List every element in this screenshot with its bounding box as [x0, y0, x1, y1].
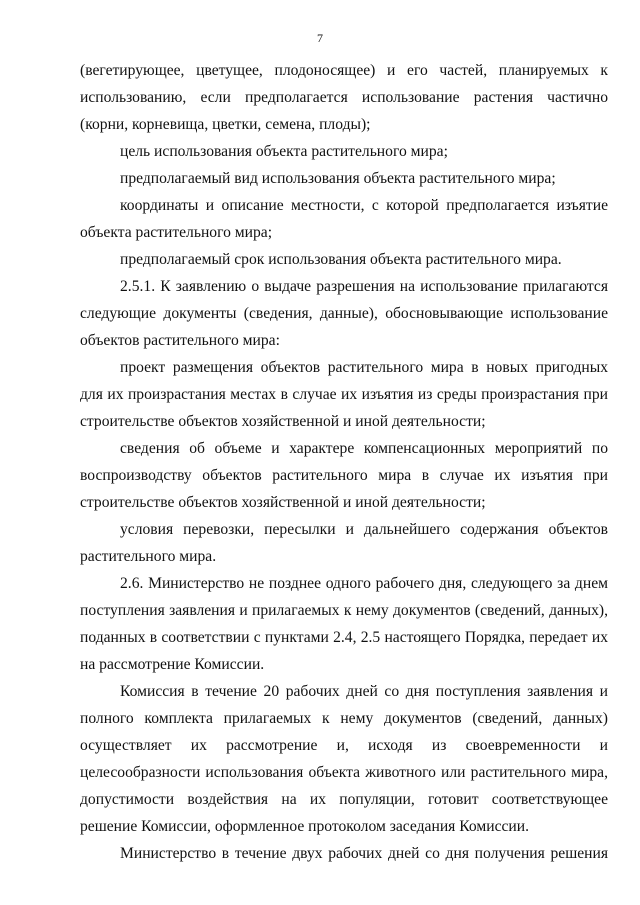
- paragraph: условия перевозки, пересылки и дальнейшего содержания объектов растительного мира.: [80, 521, 608, 565]
- paragraph: проект размещения объектов растительного мира в новых пригодных для их произрастания местах в случае их изъятия из среды произрастания при строительстве объектов хозяйственной и иной деятельности;: [80, 359, 608, 430]
- paragraph: предполагаемый срок использования объекта растительного мира.: [120, 251, 562, 268]
- page-number: 7: [317, 31, 323, 45]
- paragraph: сведения об объеме и характере компенсационных мероприятий по воспроизводству объектов растительного мира в случае их изъятия при строительстве объектов хозяйственной и иной деятельности;: [80, 440, 608, 511]
- paragraph-continued: Министерство в течение двух рабочих дней со дня получения решения: [120, 845, 608, 862]
- paragraph: 2.5.1. К заявлению о выдаче разрешения на использование прилагаются следующие документы (сведения, данные), обосновывающие использование объектов растительного мира:: [80, 278, 608, 349]
- paragraph: предполагаемый вид использования объекта растительного мира;: [120, 170, 556, 187]
- paragraph: 2.6. Министерство не позднее одного рабочего дня, следующего за днем поступления заявления и прилагаемых к нему документов (сведений, данных), поданных в соответствии с пунктами 2.4, 2.5 настоящего Порядка, передает их на рассмотрение Комиссии.: [80, 575, 608, 673]
- document-body: [80, 57, 608, 867]
- paragraph: Комиссия в течение 20 рабочих дней со дня поступления заявления и полного комплекта прилагаемых к нему документов (сведений, данных) осуществляет их рассмотрение и, исходя из своевременности и целесообразности использования объекта животного или растительного мира, допустимости воздействия на их популяции, готовит соответствующее решение Комиссии, оформленное протоколом заседания Комиссии.: [80, 683, 608, 835]
- paragraph: координаты и описание местности, с которой предполагается изъятие объекта растительного мира;: [80, 197, 608, 241]
- paragraph: цель использования объекта растительного мира;: [120, 143, 448, 160]
- paragraph: (вегетирующее, цветущее, плодоносящее) и его частей, планируемых к использованию, если предполагается использование растения частично (корни, корневища, цветки, семена, плоды);: [80, 62, 608, 133]
